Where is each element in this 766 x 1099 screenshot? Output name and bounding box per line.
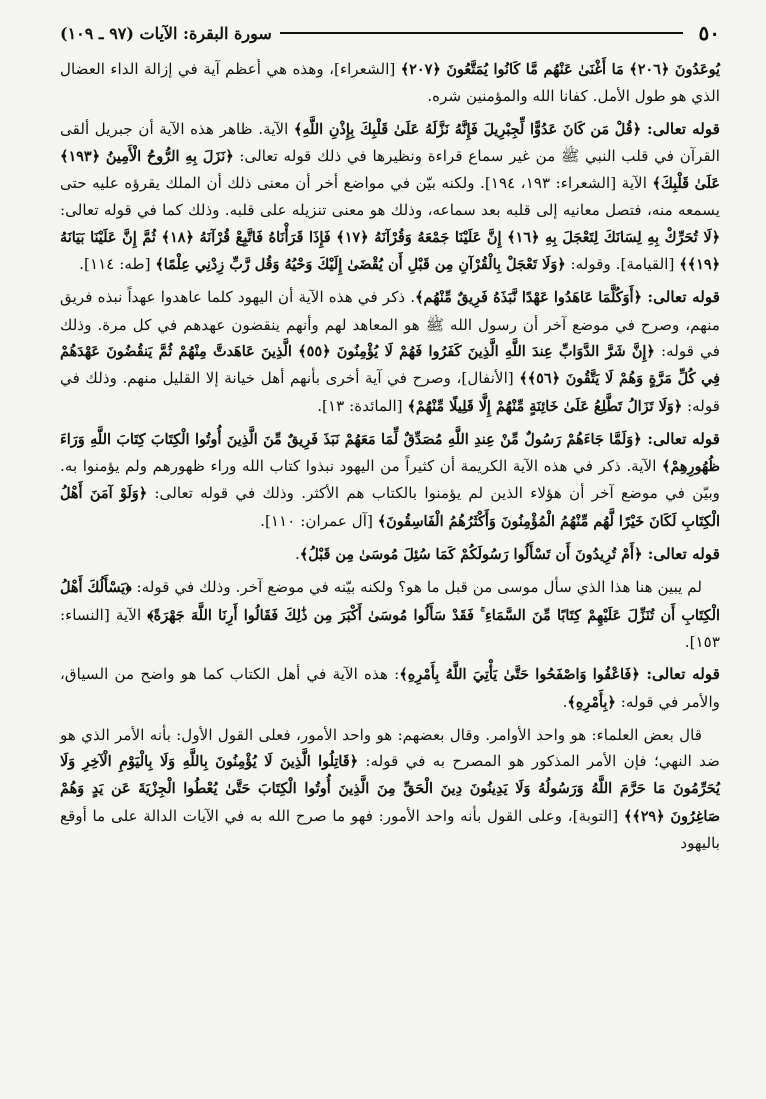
paragraph <box>60 116 720 279</box>
paragraph <box>60 574 720 655</box>
quran-quote: ﴿وَلَا تَزَالُ تَطَّلِعُ عَلَىٰ خَائِنَةٍ مِّنْهُمْ إِلَّا قَلِيلًا مِّنْهُمْ﴾ <box>407 397 683 415</box>
body-text: [التوبة]، وعلى القول بأنه واحد الأمور: فهو ما صرح الله به في الآيات الدالة على ما أوقع باليهود <box>60 806 720 853</box>
body-text: . ذكر في هذه الآية أن اليهود كلما عاهدوا عهداً نبذه فريق منهم، وصرح في موضع آخر أن رسول الله ﷺ هو المعاهد لهم وأنهم ينقضون عهدهم في كل مرة. وذلك في قوله: <box>60 288 720 360</box>
quran-quote: ﴿أَمْ تُرِيدُونَ أَن تَسْأَلُوا رَسُولَكُمْ كَمَا سُئِلَ مُوسَىٰ مِن قَبْلُ﴾ <box>299 546 643 564</box>
paragraph <box>60 722 720 856</box>
quran-quote: ﴿قُلْ مَن كَانَ عَدُوًّا لِّجِبْرِيلَ فَإِنَّهُ نَزَّلَهُ عَلَىٰ قَلْبِكَ بِإِذْنِ اللَّهِ﴾ <box>293 120 642 138</box>
body-text: [طه: ١١٤]. <box>79 255 156 274</box>
quran-quote: ﴿وَلَمَّا جَاءَهُمْ رَسُولٌ مِّنْ عِندِ اللَّهِ مُصَدِّقٌ لِّمَا مَعَهُمْ نَبَذَ فَرِيقٌ مِّنَ الَّذِينَ أُوتُوا الْكِتَابَ كِتَابَ اللَّهِ وَرَاءَ ظُهُورِهِمْ﴾ <box>60 430 720 476</box>
body-text: . <box>294 545 300 564</box>
quran-quote: ﴿لَا تُحَرِّكْ بِهِ لِسَانَكَ لِتَعْجَلَ بِهِ ﴿١٦﴾ إِنَّ عَلَيْنَا جَمْعَهُ وَقُرْآنَهُ ﴿١٧﴾ فَإِذَا قَرَأْنَاهُ فَاتَّبِعْ قُرْآنَهُ ﴿١٨﴾ ثُمَّ إِنَّ عَلَيْنَا بَيَانَهُ ﴿١٩﴾﴾ <box>60 228 721 274</box>
lead-phrase: قوله تعالى: <box>642 545 720 564</box>
quran-quote: ﴿قَاتِلُوا الَّذِينَ لَا يُؤْمِنُونَ بِاللَّهِ وَلَا بِالْيَوْمِ الْآخِرِ وَلَا يُحَرِّمُونَ مَا حَرَّمَ اللَّهُ وَرَسُولُهُ وَلَا يَدِينُونَ دِينَ الْحَقِّ مِنَ الَّذِينَ أُوتُوا الْكِتَابَ حَتَّىٰ يُعْطُوا الْجِزْيَةَ عَن يَدٍ وَهُمْ صَاغِرُونَ ﴿٢٩﴾﴾ <box>60 753 721 825</box>
body-text: [الأنفال]، وصرح في آية أخرى بأنهم أهل خيانة إلا القليل منهم. وذلك في قوله: <box>60 369 720 415</box>
page-body <box>60 56 720 856</box>
body-text: الآية. ذكر في هذه الآية الكريمة أن كثيراً من اليهود نبذوا كتاب الله وراء ظهورهم ولم يؤمنوا به. وبيّن في موضع آخر أن هؤلاء الذين لم يؤمنوا بالكتاب هم الأكثر. وذلك في قوله تعالى: <box>60 457 721 503</box>
body-text: [الشعراء]، وهذه هي أعظم آية في إزالة الداء العضال الذي هو طول الأمل. كفانا الله والمؤمنين شره. <box>60 60 720 106</box>
page-number: ٥٠ <box>698 21 720 45</box>
paragraph <box>60 541 720 568</box>
header-rule <box>280 32 683 34</box>
lead-phrase: قوله تعالى: <box>641 429 720 448</box>
paragraph <box>60 426 720 535</box>
quran-quote: ﴿فَاعْفُوا وَاصْفَحُوا حَتَّىٰ يَأْتِيَ اللَّهُ بِأَمْرِهِ﴾ <box>399 666 640 684</box>
quran-quote: ﴿نَزَلَ بِهِ الرُّوحُ الْأَمِينُ ﴿١٩٣﴾ عَلَىٰ قَلْبِكَ﴾ <box>60 147 720 193</box>
body-text: قال بعض العلماء: هو واحد الأوامر. وقال بعضهم: هو واحد الأمور، فعلى القول الأول: بأنه الأمر الذي هو ضد النهي؛ فإن الأمر المذكور هو المصرح به في قوله: <box>60 725 720 771</box>
body-text: [آل عمران: ١١٠]. <box>260 511 378 530</box>
lead-phrase: قوله تعالى: <box>641 288 720 307</box>
quran-quote: ﴿وَلَوْ آمَنَ أَهْلُ الْكِتَابِ لَكَانَ خَيْرًا لَّهُم مِّنْهُمُ الْمُؤْمِنُونَ وَأَكْثَرُهُمُ الْفَاسِقُونَ﴾ <box>60 485 720 530</box>
quran-quote: ﴿أَوَكُلَّمَا عَاهَدُوا عَهْدًا نَّبَذَهُ فَرِيقٌ مِّنْهُم﴾ <box>415 289 642 307</box>
lead-phrase: قوله تعالى: <box>639 665 720 684</box>
surah-title: سورة البقرة: الآيات (٩٧ ـ ١٠٩) <box>60 23 272 43</box>
quran-quote: ﴿وَلَا تَعْجَلْ بِالْقُرْآنِ مِن قَبْلِ أَن يُقْضَىٰ إِلَيْكَ وَحْيُهُ وَقُل رَّبِّ زِدْنِي عِلْمًا﴾ <box>155 256 566 274</box>
body-text: الآية [النساء: ١٥٣]. <box>60 605 720 651</box>
page-header <box>60 18 720 48</box>
lead-phrase: قوله تعالى: <box>641 119 721 138</box>
quran-quote: ﴿يَسْأَلُكَ أَهْلُ الْكِتَابِ أَن تُنَزِّلَ عَلَيْهِمْ كِتَابًا مِّنَ السَّمَاءِ ۚ فَقَدْ سَأَلُوا مُوسَىٰ أَكْبَرَ مِن ذَٰلِكَ فَقَالُوا أَرِنَا اللَّهَ جَهْرَةً﴾ <box>60 579 720 624</box>
quran-quote: ﴿إِنَّ شَرَّ الدَّوَابِّ عِندَ اللَّهِ الَّذِينَ كَفَرُوا فَهُمْ لَا يُؤْمِنُونَ ﴿٥٥﴾ الَّذِينَ عَاهَدتَّ مِنْهُمْ ثُمَّ يَنقُضُونَ عَهْدَهُمْ فِي كُلِّ مَرَّةٍ وَهُمْ لَا يَتَّقُونَ ﴿٥٦﴾﴾ <box>60 342 720 388</box>
body-text: الآية. ظاهر هذه الآية أن جبريل ألقى القرآن في قلب النبي ﷺ من غير سماع قراءة ونظيرها في ذلك قوله تعالى: <box>60 119 720 165</box>
body-text: [المائدة: ١٣]. <box>317 396 408 415</box>
paragraph <box>60 56 720 110</box>
quran-quote: يُوعَدُونَ ﴿٢٠٦﴾ مَا أَغْنَىٰ عَنْهُم مَّا كَانُوا يُمَتَّعُونَ ﴿٢٠٧﴾ <box>400 61 721 78</box>
body-text: لم يبين هنا هذا الذي سأل موسى من قبل ما هو؟ ولكنه بيّنه في موضع آخر. وذلك في قوله: <box>131 578 702 597</box>
body-text: الآية [الشعراء: ١٩٣، ١٩٤]. ولكنه بيّن في مواضع أخر أن معنى ذلك أن الملك يقرؤه عليه حتى يسمعه منه، فتصل معانيه إلى قلبه بعد سماعه، وذلك هو معنى تنزيله على قلبه. وذلك كما في قوله تعالى: <box>60 174 720 220</box>
paragraph <box>60 284 720 419</box>
quran-quote: ﴿بِأَمْرِهِ﴾ <box>567 693 616 711</box>
paragraph <box>60 661 720 716</box>
body-text: [القيامة]. وقوله: <box>565 255 680 274</box>
body-text: : هذه الآية في أهل الكتاب كما هو واضح من السياق، والأمر في قوله: <box>60 665 720 711</box>
body-text: . <box>562 692 568 711</box>
